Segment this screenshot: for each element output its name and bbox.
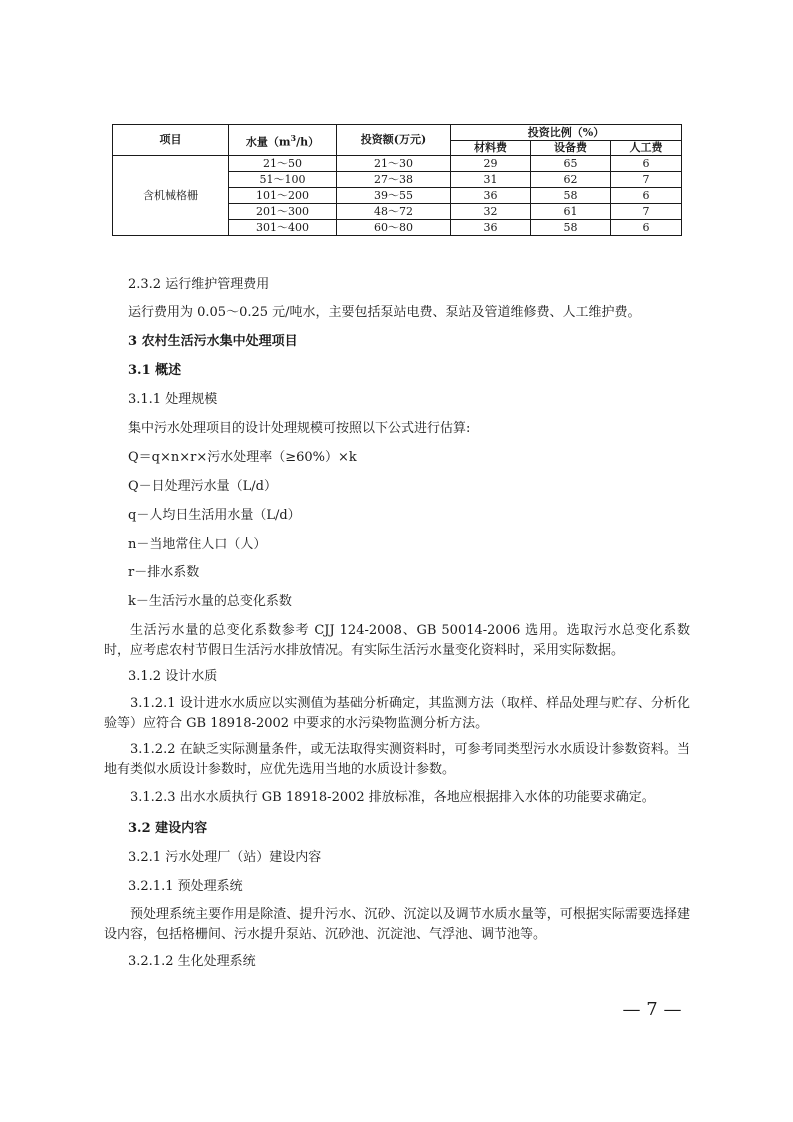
labor-cell: 6 [611,188,682,204]
material-cell: 36 [451,220,531,236]
material-cell: 31 [451,172,531,188]
paragraph-3-2-1-1: 预处理系统主要作用是除渣、提升污水、沉砂、沉淀以及调节水质水量等，可根据实际需要选择建设内容，包括格栅间、污水提升泵站、沉砂池、沉淀池、气浮池、调节池等。 [104,907,690,942]
formula: Q＝q×n×r×污水处理率（≥60%）×k [128,450,357,465]
definition-n: n－当地常住人口（人） [128,537,267,552]
labor-cell: 7 [611,172,682,188]
page-number: — 7 — [622,999,682,1020]
flow-cell: 51～100 [229,172,337,188]
material-cell: 32 [451,204,531,220]
labor-cell: 6 [611,220,682,236]
section-3-1-2-heading: 3.1.2 设计水质 [128,669,218,684]
definition-r: r－排水系数 [128,565,200,580]
investment-cell: 39～55 [337,188,451,204]
material-cell: 36 [451,188,531,204]
header-ratio: 投资比例（%） [451,125,682,141]
section-3-1-1-body: 集中污水处理项目的设计处理规模可按照以下公式进行估算: [128,421,471,436]
equipment-cell: 58 [531,220,611,236]
section-3-2-1-heading: 3.2.1 污水处理厂（站）建设内容 [128,850,322,865]
header-item: 项目 [113,125,229,156]
labor-cell: 6 [611,156,682,172]
header-equipment: 设备费 [531,141,611,156]
header-labor: 人工费 [611,141,682,156]
flow-cell: 301～400 [229,220,337,236]
section-3-1-1-heading: 3.1.1 处理规模 [128,392,218,407]
section-3-2-heading: 3.2 建设内容 [128,821,208,836]
investment-cell: 21～30 [337,156,451,172]
header-flow: 水量$(m^3/h)$ [229,125,337,156]
flow-cell: 101～200 [229,188,337,204]
equipment-cell: 58 [531,188,611,204]
equipment-cell: 61 [531,204,611,220]
material-cell: 29 [451,156,531,172]
paragraph-3-1-2-1: 3.1.2.1 设计进水水质应以实测值为基础分析确定，其监测方法（取样、样品处理与贮存、分析化验等）应符合 GB 18918-2002 中要求的水污染物监测分析方法。 [104,696,690,731]
chapter-3-heading: 3 农村生活污水集中处理项目 [128,334,298,349]
section-2-3-2-heading: 2.3.2 运行维护管理费用 [128,277,270,292]
definition-q: q－人均日生活用水量（L/d） [128,508,301,523]
paragraph-3-1-2-2: 3.1.2.2 在缺乏实际测量条件，或无法取得实测资料时，可参考同类型污水水质设计参数资料。当地有类似水质设计参数时，应优先选用当地的水质设计参数。 [104,742,690,777]
section-3-1-heading: 3.1 概述 [128,363,182,378]
header-investment: 投资额(万元) [337,125,451,156]
item-name-cell: 含机械格栅 [113,156,229,236]
investment-cell: 27～38 [337,172,451,188]
investment-cell: 60～80 [337,220,451,236]
flow-cell: 201～300 [229,204,337,220]
paragraph-3-1-2-3: 3.1.2.3 出水水质执行 GB 18918-2002 排放标准，各地应根据排入水体的功能要求确定。 [130,790,655,805]
equipment-cell: 62 [531,172,611,188]
investment-table [112,124,682,236]
definition-Q: Q－日处理污水量（L/d） [128,479,277,494]
labor-cell: 7 [611,204,682,220]
equipment-cell: 65 [531,156,611,172]
section-2-3-2-body: 运行费用为 0.05～0.25 元/吨水，主要包括泵站电费、泵站及管道维修费、人工维护费。 [128,305,641,320]
header-material: 材料费 [451,141,531,156]
flow-cell: 21～50 [229,156,337,172]
investment-cell: 48～72 [337,204,451,220]
definition-k: k－生活污水量的总变化系数 [128,594,292,609]
paragraph-variation-coefficient: 生活污水量的总变化系数参考 CJJ 124-2008、GB 50014-2006 选用。选取污水总变化系数时，应考虑农村节假日生活污水排放情况。有实际生活污水量变化资料时，采用实际数据。 [104,623,690,658]
table-row [113,156,682,172]
section-3-2-1-1-heading: 3.2.1.1 预处理系统 [128,879,243,894]
section-3-2-1-2-heading: 3.2.1.2 生化处理系统 [128,954,256,969]
